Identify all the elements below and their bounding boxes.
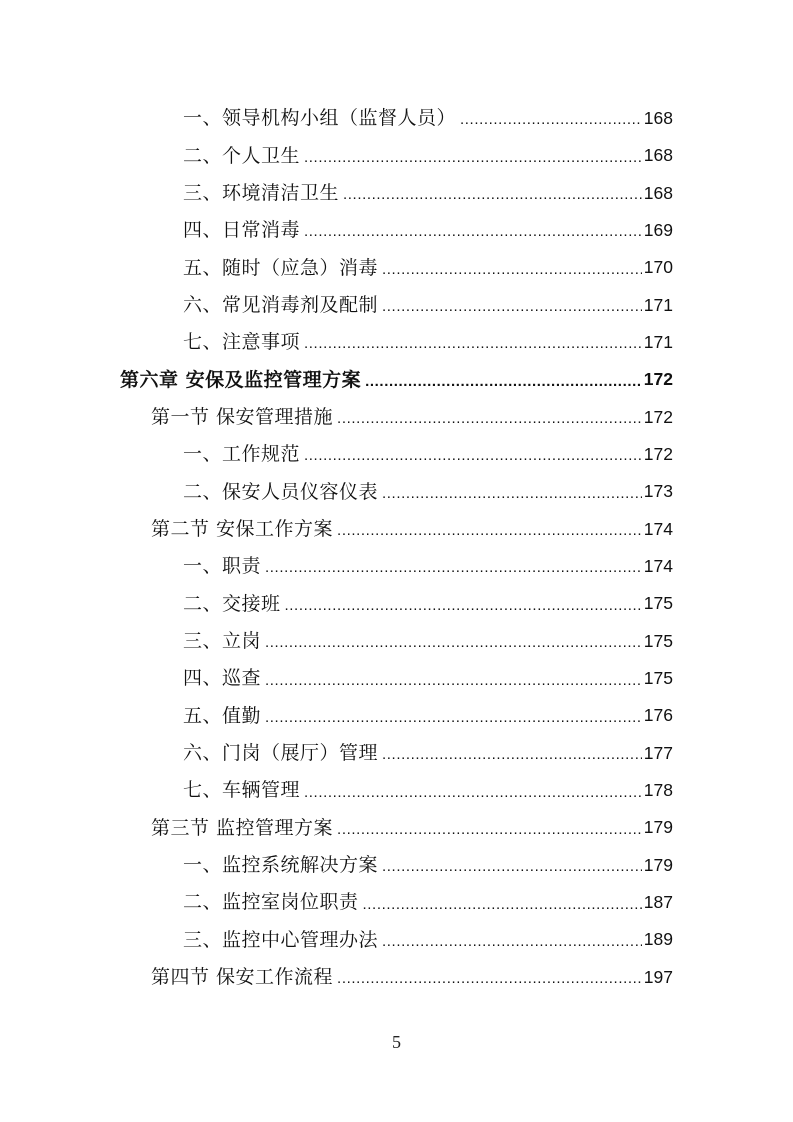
toc-entry-page-number: 171 <box>643 294 673 315</box>
toc-subsection-entry[interactable] <box>0 175 793 212</box>
toc-entry-title: 四、巡查 <box>183 667 262 690</box>
toc-entry-title: 第三节 监控管理方案 <box>151 816 334 839</box>
toc-entry-title: 四、日常消毒 <box>183 219 301 242</box>
toc-entry-title: 第六章 安保及监控管理方案 <box>120 368 362 391</box>
toc-dot-leader <box>337 411 642 436</box>
toc-entry-page-number: 172 <box>643 369 673 390</box>
toc-entry-title: 七、车辆管理 <box>183 779 301 802</box>
toc-dot-leader <box>304 150 642 175</box>
toc-entry-page-number: 197 <box>643 966 673 987</box>
toc-subsection-entry[interactable] <box>0 212 793 249</box>
toc-subsection-entry[interactable] <box>0 436 793 473</box>
toc-subsection-entry[interactable] <box>0 100 793 137</box>
toc-section-entry[interactable] <box>0 810 793 847</box>
toc-dot-leader <box>265 710 642 735</box>
toc-entry-title: 三、监控中心管理办法 <box>183 928 379 951</box>
toc-subsection-entry[interactable] <box>0 324 793 361</box>
table-of-contents <box>0 100 793 996</box>
toc-entry-page-number: 179 <box>643 854 673 875</box>
toc-section-entry[interactable] <box>0 399 793 436</box>
toc-entry-title: 二、保安人员仪容仪表 <box>183 480 379 503</box>
toc-entry-title: 六、常见消毒剂及配制 <box>183 293 379 316</box>
toc-section-entry[interactable] <box>0 511 793 548</box>
toc-entry-title: 第四节 保安工作流程 <box>151 966 334 989</box>
toc-dot-leader <box>304 224 642 249</box>
toc-subsection-entry[interactable] <box>0 137 793 174</box>
toc-entry-page-number: 172 <box>643 406 673 427</box>
toc-entry-page-number: 168 <box>643 107 673 128</box>
toc-entry-page-number: 174 <box>643 518 673 539</box>
toc-entry-title: 二、监控室岗位职责 <box>183 891 359 914</box>
toc-entry-page-number: 175 <box>643 630 673 651</box>
toc-entry-title: 六、门岗（展厅）管理 <box>183 742 379 765</box>
toc-subsection-entry[interactable] <box>0 548 793 585</box>
toc-dot-leader <box>363 897 642 922</box>
toc-dot-leader <box>337 523 642 548</box>
toc-entry-title: 第二节 安保工作方案 <box>151 517 334 540</box>
toc-entry-page-number: 168 <box>643 182 673 203</box>
toc-entry-page-number: 170 <box>643 257 673 278</box>
toc-dot-leader <box>382 262 642 287</box>
toc-dot-leader <box>265 635 642 660</box>
toc-entry-page-number: 168 <box>643 145 673 166</box>
toc-dot-leader <box>304 448 642 473</box>
toc-entry-page-number: 177 <box>643 742 673 763</box>
toc-entry-page-number: 175 <box>643 593 673 614</box>
toc-subsection-entry[interactable] <box>0 698 793 735</box>
toc-entry-title: 七、注意事项 <box>183 331 301 354</box>
toc-entry-title: 一、职责 <box>183 555 262 578</box>
toc-dot-leader <box>337 822 642 847</box>
toc-dot-leader <box>382 934 642 959</box>
toc-entry-title: 二、交接班 <box>183 592 281 615</box>
toc-entry-title: 一、监控系统解决方案 <box>183 854 379 877</box>
toc-entry-page-number: 189 <box>643 929 673 950</box>
toc-subsection-entry[interactable] <box>0 884 793 921</box>
toc-entry-title: 五、值勤 <box>183 704 262 727</box>
toc-section-entry[interactable] <box>0 959 793 996</box>
toc-dot-leader <box>460 112 642 137</box>
toc-entry-page-number: 174 <box>643 556 673 577</box>
toc-dot-leader <box>265 560 642 585</box>
toc-subsection-entry[interactable] <box>0 623 793 660</box>
toc-subsection-entry[interactable] <box>0 287 793 324</box>
toc-dot-leader <box>285 598 642 623</box>
toc-subsection-entry[interactable] <box>0 922 793 959</box>
toc-entry-page-number: 171 <box>643 331 673 352</box>
page-number: 5 <box>392 1032 401 1052</box>
toc-dot-leader <box>265 673 642 698</box>
toc-subsection-entry[interactable] <box>0 585 793 622</box>
toc-entry-title: 三、环境清洁卫生 <box>183 181 340 204</box>
toc-entry-title: 第一节 保安管理措施 <box>151 405 334 428</box>
toc-dot-leader <box>382 747 642 772</box>
toc-chapter-entry[interactable] <box>0 361 793 398</box>
toc-dot-leader <box>365 374 642 399</box>
toc-entry-title: 一、工作规范 <box>183 443 301 466</box>
toc-dot-leader <box>304 785 642 810</box>
toc-entry-page-number: 169 <box>643 219 673 240</box>
toc-entry-page-number: 176 <box>643 705 673 726</box>
toc-entry-page-number: 178 <box>643 780 673 801</box>
toc-entry-title: 二、个人卫生 <box>183 144 301 167</box>
toc-subsection-entry[interactable] <box>0 735 793 772</box>
toc-dot-leader <box>382 299 642 324</box>
toc-entry-page-number: 187 <box>643 892 673 913</box>
toc-dot-leader <box>382 859 642 884</box>
toc-subsection-entry[interactable] <box>0 772 793 809</box>
toc-entry-title: 一、领导机构小组（监督人员） <box>183 107 457 130</box>
toc-dot-leader <box>343 187 642 212</box>
toc-subsection-entry[interactable] <box>0 473 793 510</box>
toc-entry-page-number: 179 <box>643 817 673 838</box>
toc-entry-page-number: 172 <box>643 444 673 465</box>
toc-entry-title: 三、立岗 <box>183 629 262 652</box>
toc-entry-page-number: 173 <box>643 481 673 502</box>
toc-entry-page-number: 175 <box>643 668 673 689</box>
toc-subsection-entry[interactable] <box>0 660 793 697</box>
toc-subsection-entry[interactable] <box>0 847 793 884</box>
toc-entry-title: 五、随时（应急）消毒 <box>183 256 379 279</box>
toc-dot-leader <box>337 971 642 996</box>
toc-subsection-entry[interactable] <box>0 249 793 286</box>
toc-dot-leader <box>382 486 642 511</box>
toc-dot-leader <box>304 336 642 361</box>
